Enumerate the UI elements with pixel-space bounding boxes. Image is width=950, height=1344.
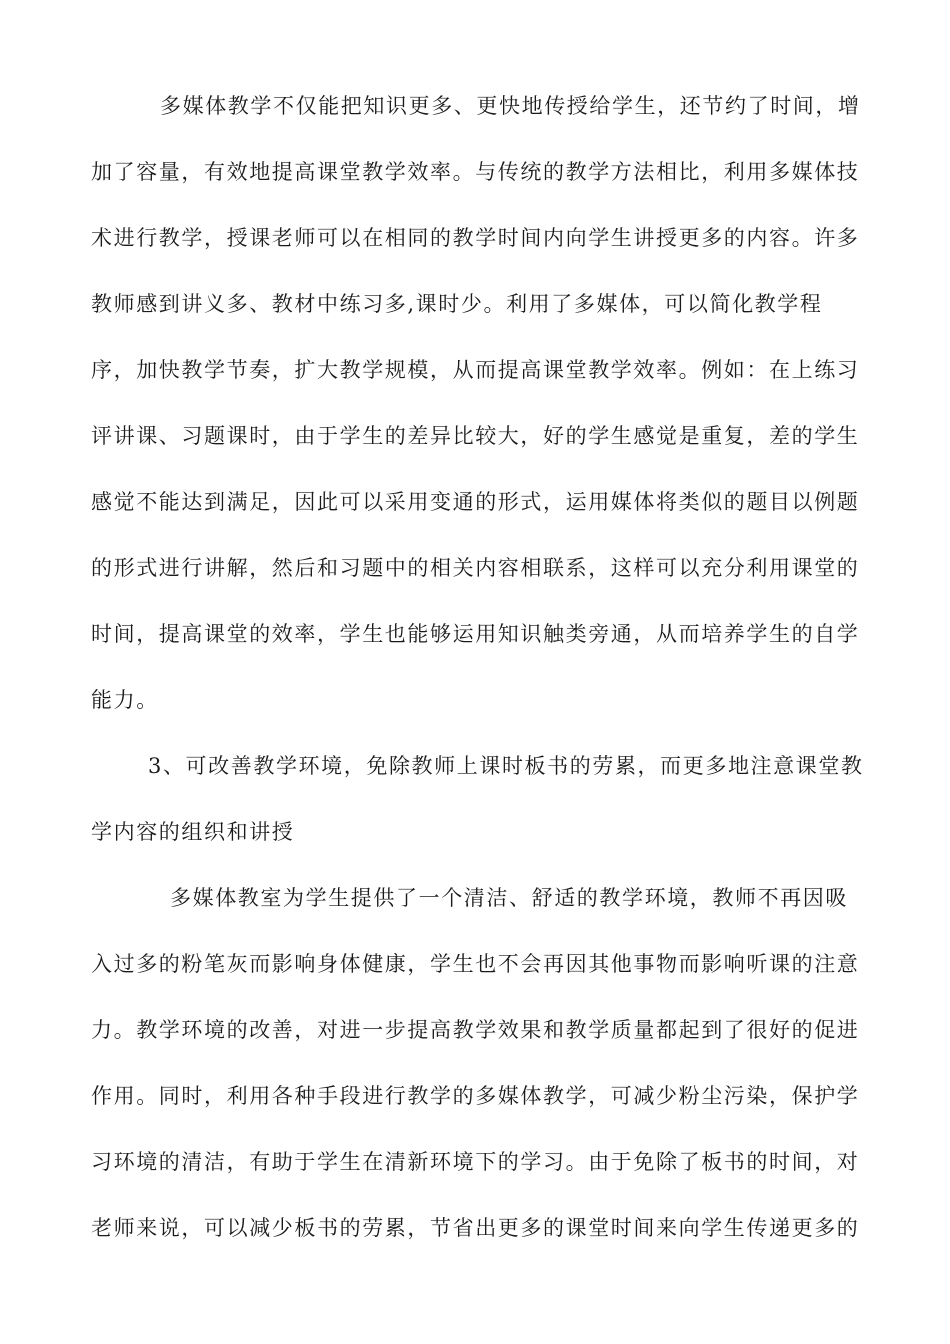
paragraph2-line-5: 习环境的清洁，有助于学生在清新环境下的学习。由于免除了板书的时间，对	[91, 1150, 860, 1174]
paragraph1-line-9: 时间，提高课堂的效率，学生也能够运用知识触类旁通，从而培养学生的自学	[91, 622, 860, 646]
paragraph1-line-8: 的形式进行讲解，然后和习题中的相关内容相联系，这样可以充分利用课堂的	[91, 556, 860, 580]
paragraph1-line-5: 序，加快教学节奏，扩大教学规模，从而提高课堂教学效率。例如：在上练习	[91, 358, 860, 382]
paragraph1-line-6: 评讲课、习题课时，由于学生的差异比较大，好的学生感觉是重复，差的学生	[91, 424, 860, 448]
paragraph2-line-4: 作用。同时，利用各种手段进行教学的多媒体教学，可减少粉尘污染，保护学	[91, 1084, 860, 1108]
paragraph2-line-2: 入过多的粉笔灰而影响身体健康，学生也不会再因其他事物而影响听课的注意	[91, 952, 860, 976]
paragraph2-line-6: 老师来说，可以减少板书的劳累，节省出更多的课堂时间来向学生传递更多的	[91, 1216, 860, 1240]
section-heading-line-1: 3、可改善教学环境，免除教师上课时板书的劳累，而更多地注意课堂教	[148, 754, 864, 778]
paragraph1-line-7: 感觉不能达到满足，因此可以采用变通的形式，运用媒体将类似的题目以例题	[91, 490, 860, 514]
paragraph2-line-3: 力。教学环境的改善，对进一步提高教学效果和教学质量都起到了很好的促进	[91, 1018, 860, 1042]
paragraph1-line-2: 加了容量，有效地提高课堂教学效率。与传统的教学方法相比，利用多媒体技	[91, 160, 860, 184]
paragraph1-line-3: 术进行教学，授课老师可以在相同的教学时间内向学生讲授更多的内容。许多	[91, 226, 860, 250]
paragraph1-line-4: 教师感到讲义多、教材中练习多,课时少。利用了多媒体，可以简化教学程	[91, 292, 823, 316]
paragraph1-line-1: 多媒体教学不仅能把知识更多、更快地传授给学生，还节约了时间，增	[160, 94, 861, 118]
paragraph1-line-10: 能力。	[91, 688, 159, 712]
section-heading-line-2: 学内容的组织和讲授	[91, 820, 295, 844]
paragraph2-line-1: 多媒体教室为学生提供了一个清洁、舒适的教学环境，教师不再因吸	[170, 886, 848, 910]
